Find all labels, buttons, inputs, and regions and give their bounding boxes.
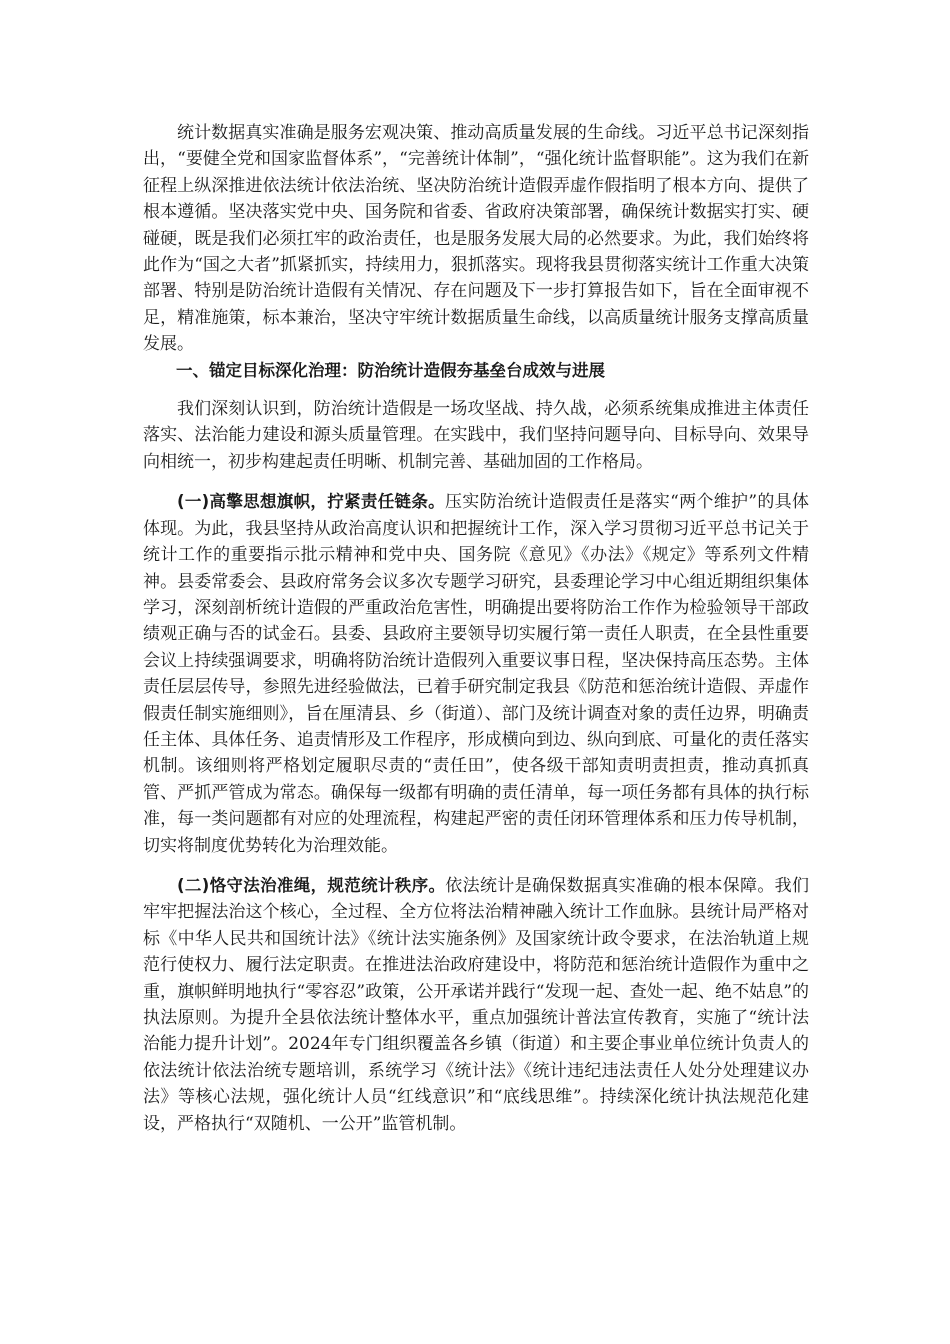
subsection-2-title: (二)恪守法治准绳，规范统计秩序。 (177, 875, 446, 895)
subsection-2-body: 依法统计是确保数据真实准确的根本保障。我们牢牢把握法治这个核心，全过程、全方位将法治精神融入统计工作血脉。县统计局严格对标《中华人民共和国统计法》《统计法实施条例》及国家统计政令要求，在法治轨道上规范行使权力、履行法定职责。在推进法治政府建设中，将防范和惩治统计造假作为重中之重，旗帜鲜明地执行“零容忍”政策，公开承诺并践行“发现一起、查处一起、绝不姑息”的执法原则。为提升全县依法统计整体水平，重点加强统计普法宣传教育，实施了“统计法治能力提升计划”。2024年专门组织覆盖各乡镇（街道）和主要企事业单位统计负责人的依法统计依法治统专题培训，系统学习《统计法》《统计违纪违法责任人处分处理建议办法》等核心法规，强化统计人员“红线意识”和“底线思维”。持续深化统计执法规范化建设，严格执行“双随机、一公开”监管机制。 (143, 875, 810, 1134)
document-page (143, 120, 809, 1137)
subsection-1-body: 压实防治统计造假责任是落实“两个维护”的具体体现。为此，我县坚持从政治高度认识和把握统计工作，深入学习贯彻习近平总书记关于统计工作的重要指示批示精神和党中央、国务院《意见》《办法》《规定》等系列文件精神。县委常委会、县政府常务会议多次专题学习研究，县委理论学习中心组近期组织集体学习，深刻剖析统计造假的严重政治危害性，明确提出要将防治工作作为检验领导干部政绩观正确与否的试金石。县委、县政府主要领导切实履行第一责任人职责，在全县性重要会议上持续强调要求，明确将防治统计造假列入重要议事日程，坚决保持高压态势。主体责任层层传导，参照先进经验做法，已着手研究制定我县《防范和惩治统计造假、弄虚作假责任制实施细则》，旨在厘清县、乡（街道）、部门及统计调查对象的责任边界，明确责任主体、具体任务、追责情形及工作程序，形成横向到边、纵向到底、可量化的责任落实机制。该细则将严格划定履职尽责的“责任田”，使各级干部知责明责担责，推动真抓真管、严抓严管成为常态。确保每一级都有明确的责任清单，每一项任务都有具体的执行标准，每一类问题都有对应的处理流程，构建起严密的责任闭环管理体系和压力传导机制，切实将制度优势转化为治理效能。 (143, 492, 809, 856)
subsection-1-paragraph (143, 489, 809, 859)
section-intro-paragraph: 我们深刻认识到，防治统计造假是一场攻坚战、持久战，必须系统集成推进主体责任落实、法治能力建设和源头质量管理。在实践中，我们坚持问题导向、目标导向、效果导向相统一，初步构建起责任明晰、机制完善、基础加固的工作格局。 (143, 399, 809, 472)
section-heading: 一、锚定目标深化治理：防治统计造假夯基垒台成效与进展 (176, 360, 605, 380)
subsection-2-paragraph (143, 873, 809, 1137)
intro-paragraph: 统计数据真实准确是服务宏观决策、推动高质量发展的生命线。习近平总书记深刻指出，“要健全党和国家监督体系”，“完善统计体制”，“强化统计监督职能”。这为我们在新征程上纵深推进依法统计依法治统、坚决防治统计造假弄虚作假指明了根本方向、提供了根本遵循。坚决落实党中央、国务院和省委、省政府决策部署，确保统计数据实打实、硬碰硬，既是我们必须扛牢的政治责任，也是服务发展大局的必然要求。为此，我们始终将此作为“国之大者”抓紧抓实，持续用力，狠抓落实。现将我县贯彻落实统计工作重大决策部署、特别是防治统计造假有关情况、存在问题及下一步打算报告如下，旨在全面审视不足，精准施策，标本兼治，坚决守牢统计数据质量生命线，以高质量统计服务支撑高质量发展。 (143, 123, 809, 355)
subsection-1-title: (一)高擎思想旗帜，拧紧责任链条。 (177, 492, 445, 512)
